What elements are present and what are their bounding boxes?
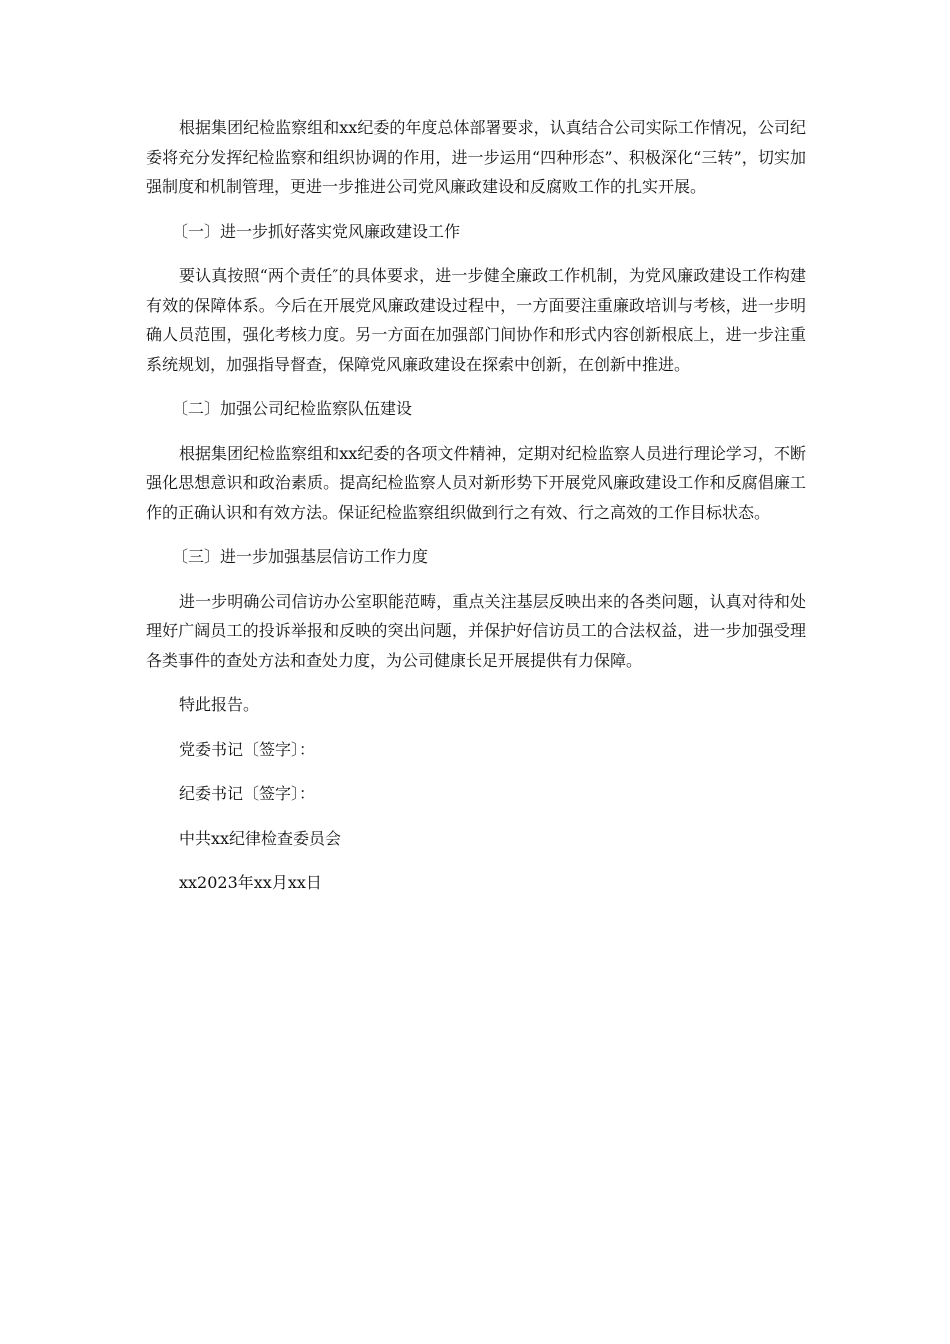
section-2-paragraph: 根据集团纪检监察组和xx纪委的各项文件精神，定期对纪检监察人员进行理论学习，不断强化思想意识和政治素质。提高纪检监察人员对新形势下开展党风廉政建设工作和反腐倡廉工作的正确认识和有效方法。保证纪检监察组织做到行之有效、行之高效的工作目标状态。: [146, 443, 806, 522]
intro-paragraph: 根据集团纪检监察组和xx纪委的年度总体部署要求，认真结合公司实际工作情况，公司纪委将充分发挥纪检监察和组织协调的作用，进一步运用“四种形态”、积极深化“三转”，切实加强制度和机制管理，更进一步推进公司党风廉政建设和反腐败工作的扎实开展。: [146, 118, 806, 196]
party-secretary-signature: 党委书记〔签字〕：: [179, 739, 316, 759]
document-date: xx2023年xx月xx日: [179, 873, 322, 892]
discipline-secretary-signature: 纪委书记〔签字〕：: [179, 784, 316, 803]
section-heading-1: 〔一〕进一步抓好落实党风廉政建设工作: [172, 221, 461, 241]
section-3-paragraph: 进一步明确公司信访办公室职能范畴，重点关注基层反映出来的各类问题，认真对待和处理好广阔员工的投诉举报和反映的突出问题，并保护好信访员工的合法权益，进一步加强受理各类事件的查处方法和查处力度，为公司健康长足开展提供有力保障。: [146, 591, 806, 670]
organization-name: 中共xx纪律检查委员会: [179, 828, 342, 848]
closing-line: 特此报告。: [179, 695, 260, 714]
section-heading-2: 〔二〕加强公司纪检监察队伍建设: [172, 399, 413, 418]
document-page: [146, 113, 806, 913]
section-1-paragraph: 要认真按照“两个责任″的具体要求，进一步健全廉政工作机制，为党风廉政建设工作构建有效的保障体系。今后在开展党风廉政建设过程中，一方面要注重廉政培训与考核，进一步明确人员范围，强化考核力度。另一方面在加强部门间协作和形式内容创新根底上，进一步注重系统规划，加强指导督查，保障党风廉政建设在探索中创新，在创新中推进。: [146, 266, 806, 374]
section-heading-3: 〔三〕进一步加强基层信访工作力度: [172, 547, 429, 566]
